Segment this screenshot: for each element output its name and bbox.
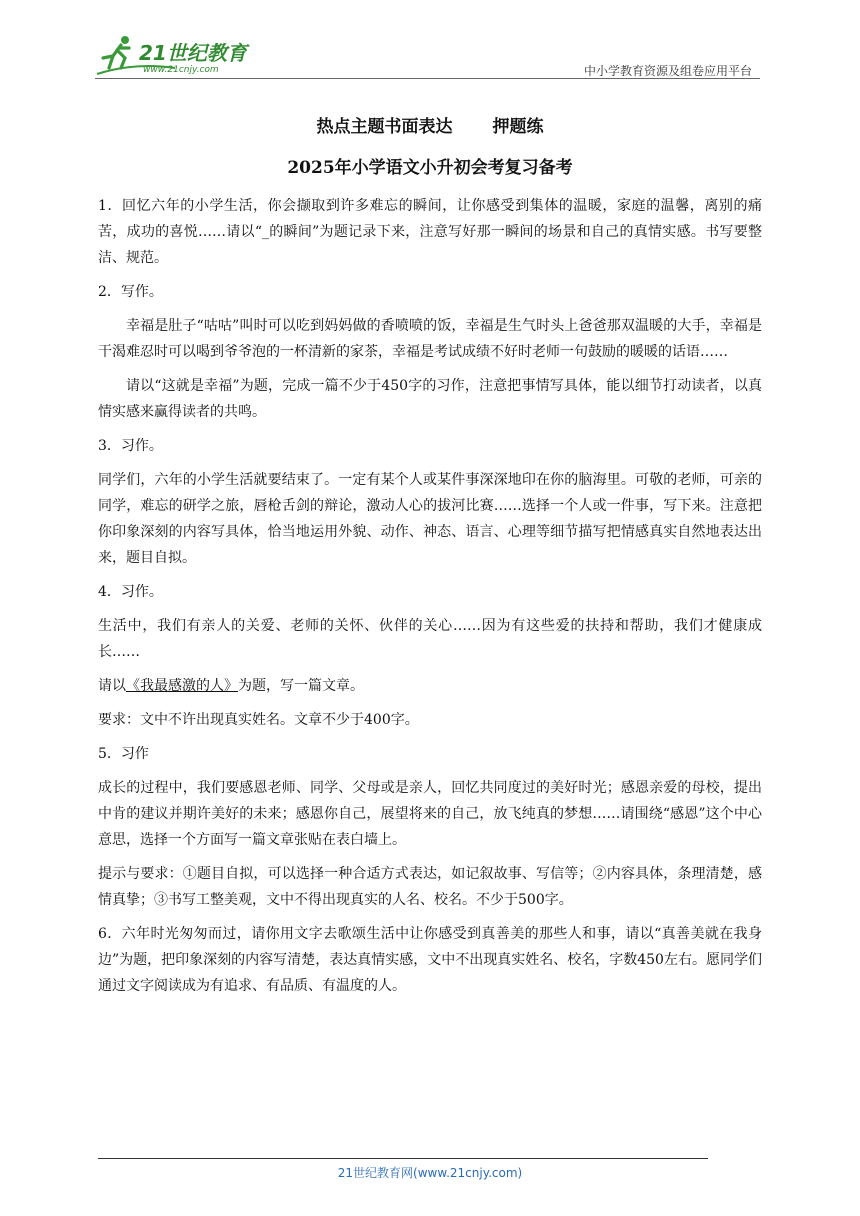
question-5-para-1: 成长的过程中，我们要感恩老师、同学、父母或是亲人，回忆共同度过的美好时光；感恩亲爱的母校，提出中肯的建议并期许美好的未来；感恩你自己，展望将来的自己，放飞纯真的梦想……请围绕“感恩”这个中心意思，选择一个方面写一篇文章张贴在表白墙上。 [98,780,762,848]
question-3-para-1: 同学们，六年的小学生活就要结束了。一定有某个人或某件事深深地印在你的脑海里。可敬的老师，可亲的同学，难忘的研学之旅，唇枪舌剑的辩论，激动人心的拔河比赛……选择一个人或一件事，写下来。注意把你印象深刻的内容写具体，恰当地运用外貌、动作、神态、语言、心理等细节描写把情感真实自然地表达出来，题目自拟。 [98,472,762,566]
header-divider [95,78,760,79]
page-title [0,112,860,137]
q4-prefix: 请以 [98,678,126,694]
question-5-para-2: 提示与要求：①题目自拟，可以选择一种合适方式表达，如记叙故事、写信等；②内容具体，条理清楚，感情真挚；③书写工整美观，文中不得出现真实的人名、校名。不少于500字。 [98,866,762,908]
question-5-head: 5．习作 [98,746,149,762]
question-6: 6．六年时光匆匆而过，请你用文字去歌颂生活中让你感受到真善美的那些人和事，请以“真善美就在我身边”为题，把印象深刻的内容写清楚，表达真情实感，文中不出现真实姓名、校名，字数450左右。愿同学们通过文字阅读成为有追求、有品质、有温度的人。 [98,926,762,994]
question-4-para-3: 要求：文中不许出现真实姓名。文章不少于400字。 [98,712,419,728]
questions [98,193,762,1007]
question-2-para-1: 幸福是肚子“咕咕”叫时可以吃到妈妈做的香喷喷的饭，幸福是生气时头上爸爸那双温暖的大手，幸福是干渴难忍时可以喝到爷爷泡的一杯清新的家茶，幸福是考试成绩不好时老师一句鼓励的暖暖的话语…… [98,318,762,360]
question-4-para-2 [98,673,762,699]
logo [95,34,265,76]
logo-title: 21世纪教育 [139,41,247,65]
title-part2: 押题练 [492,117,544,137]
question-4-head: 4．习作。 [98,584,163,600]
question-2-para-2: 请以“这就是幸福”为题，完成一篇不少于450字的习作，注意把事情写具体，能以细节打动读者，以真情实感来赢得读者的共鸣。 [98,378,762,420]
footer-divider [98,1158,708,1159]
page-header [95,28,760,78]
footer-link[interactable]: 21世纪教育网(www.21cnjy.com) [337,1166,523,1180]
q4-essay-title: 《我最感激的人》 [126,678,238,694]
title-part1: 热点主题书面表达 [316,117,453,137]
question-3-head: 3．习作。 [98,438,163,454]
page-subtitle: 2025年小学语文小升初会考复习备考 [287,158,573,178]
logo-url: www.21cnjy.com [143,65,219,75]
question-2-head: 2．写作。 [98,284,163,300]
header-platform-text: 中小学教育资源及组卷应用平台 [583,64,752,78]
question-1: 1．回忆六年的小学生活，你会撷取到许多难忘的瞬间，让你感受到集体的温暖，家庭的温馨，离别的痛苦，成功的喜悦……请以“_的瞬间”为题记录下来，注意写好那一瞬间的场景和自己的真情实感。书写要整洁、规范。 [98,198,762,266]
q4-suffix: 为题，写一篇文章。 [238,678,364,694]
question-4-para-1: 生活中，我们有亲人的关爱、老师的关怀、伙伴的关心……因为有这些爱的扶持和帮助，我们才健康成长…… [98,618,762,660]
